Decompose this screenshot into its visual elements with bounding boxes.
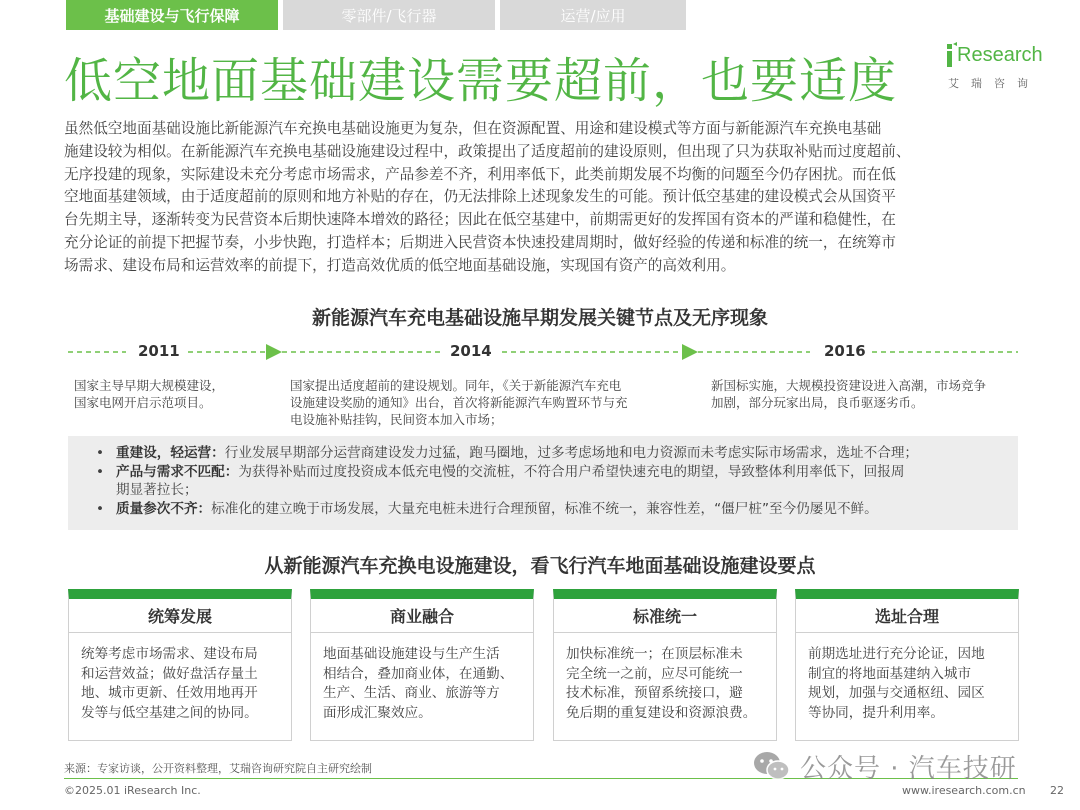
intro-line: 场需求、建设布局和运营效率的前提下，打造高效优质的低空地面基础设施，实现国有资产的高效利用。 — [64, 256, 736, 274]
timeline-desc-2011 — [74, 377, 224, 411]
card-line: 加快标准统一；在顶层标准未 — [566, 646, 743, 662]
watermark-text: 公众号 · 汽车技研 — [800, 753, 1017, 784]
intro-line: 空地面基建领域，由于适度超前的原则和地方补贴的存在，仍无法排除上述现象发生的可能。预计低空基建的建设模式会从国资平 — [64, 188, 896, 206]
page-number: 22 — [1050, 784, 1064, 797]
card-line: 免后期的重复建设和资源浪费。 — [566, 704, 757, 721]
card-title: 标准统一 — [554, 599, 776, 633]
desc-line: 设施建设奖励的通知》出台，首次将新能源汽车购置环节与充 — [290, 395, 628, 410]
card-line: 统筹考虑市场需求、建设布局 — [81, 646, 258, 662]
desc-line: 加剧，部分玩家出局，良币驱逐劣币。 — [711, 395, 924, 410]
card-line: 面形成汇聚效应。 — [323, 704, 432, 721]
issue-text: 期显著拉长； — [116, 482, 198, 499]
wechat-icon — [752, 750, 792, 782]
issue-text: 行业发展早期部分运营商建设发力过猛，跑马圈地，过多考虑场地和电力资源而未考虑实际市场需求，选址不合理； — [224, 445, 919, 461]
copyright: ©2025.01 iResearch Inc. — [64, 784, 201, 797]
desc-line: 新国标实施，大规模投资建设进入高潮，市场竞争 — [711, 378, 987, 393]
source-note: 来源：专家访谈，公开资料整理，艾瑞咨询研究院自主研究绘制 — [64, 762, 372, 775]
card-line: 完全统一之前，应尽可能统一 — [566, 665, 743, 682]
card-line: 发等与低空基建之间的协同。 — [81, 704, 258, 721]
card-commercial-integration — [310, 589, 534, 741]
timeline-desc-2014 — [290, 377, 628, 428]
timeline-heading: 新能源汽车充电基础设施早期发展关键节点及无序现象 — [311, 307, 768, 329]
tab-infrastructure[interactable]: 基础建设与飞行保障 — [66, 0, 278, 30]
card-line: 制宜的将地面基建纳入城市 — [808, 665, 972, 682]
intro-line: 无序投建的现象，实际建设未充分考虑市场需求，产品参差不齐，利用率低下，此类前期发展不均衡的问题至今仍存困扰。而在低 — [64, 165, 896, 183]
card-body — [554, 633, 776, 723]
intro-paragraph — [64, 118, 1014, 278]
arrow-right-icon — [682, 344, 698, 360]
card-line: 地面基础设施建设与生产生活 — [323, 646, 500, 662]
timeline — [68, 340, 1018, 364]
card-line: 相结合，叠加商业体，在通勤、 — [323, 665, 514, 682]
card-line: 技术标准，预留系统接口，避 — [566, 685, 743, 701]
issue-item — [92, 463, 1000, 500]
intro-line: 虽然低空地面基础设施比新能源汽车充换电基础设施更为复杂，但在资源配置、用途和建设模式等方面与新能源汽车充换电基础 — [64, 120, 882, 137]
card-title: 选址合理 — [796, 599, 1018, 633]
issue-term: 产品与需求不匹配： — [116, 463, 239, 480]
issue-text: 为获得补贴而过度投资成本低充电慢的交流桩，不符合用户希望快速充电的期望，导致整体利用率低下，回报周 — [238, 463, 905, 480]
intro-line: 施建设较为相似。在新能源汽车充换电基础设施建设过程中，政策提出了适度超前的建设原则，但出现了只为获取补贴而过度超前、 — [64, 142, 911, 160]
tab-operations[interactable]: 运营/应用 — [500, 0, 686, 30]
card-line: 等协同，提升利用率。 — [808, 704, 944, 721]
page-title: 低空地面基础建设需要超前，也要适度 — [64, 53, 898, 109]
card-line: 地、城市更新、任效用地再开 — [81, 685, 258, 701]
bullet-icon: • — [96, 463, 105, 480]
website-link[interactable]: www.iresearch.com.cn — [902, 784, 1026, 797]
desc-line: 国家提出适度超前的建设规划。同年，《关于新能源汽车充电 — [290, 378, 622, 393]
issue-text: 标准化的建立晚于市场发展，大量充电桩未进行合理预留，标准不统一，兼容性差，“僵尸桩”至今仍屡见不鲜。 — [211, 500, 878, 517]
card-site-selection — [795, 589, 1019, 741]
card-line: 生产、生活、商业、旅游等方 — [323, 685, 500, 701]
issue-item — [92, 444, 1000, 463]
intro-line: 充分论证的前提下把握节奏，小步快跑，打造样本；后期进入民营资本快速投建周期时，做好经验的传递和标准的统一，在统筹市 — [64, 233, 896, 251]
card-title: 统筹发展 — [69, 599, 291, 633]
points-heading: 从新能源汽车充换电设施建设，看飞行汽车地面基础设施建设要点 — [264, 555, 816, 577]
desc-line: 电设施补贴挂钩，民间资本加入市场； — [290, 412, 503, 427]
card-title: 商业融合 — [311, 599, 533, 633]
desc-line: 国家主导早期大规模建设， — [74, 378, 225, 393]
card-line: 前期选址进行充分论证，因地 — [808, 646, 985, 662]
card-line: 和运营效益；做好盘活存量土 — [81, 665, 258, 682]
wechat-watermark — [752, 748, 1017, 784]
card-line: 规划，加强与交通枢纽、园区 — [808, 685, 985, 701]
logo-subtitle: 艾瑞咨询 — [948, 77, 1040, 90]
bullet-icon: • — [96, 445, 105, 461]
card-body — [69, 633, 291, 723]
desc-line: 国家电网开启示范项目。 — [74, 395, 212, 410]
card-overall-planning — [68, 589, 292, 741]
issue-term: 质量参次不齐： — [116, 500, 212, 517]
logo-i-icon — [944, 42, 958, 68]
issue-item — [92, 500, 1000, 519]
timeline-axis — [68, 340, 1018, 364]
issue-term: 重建设，轻运营： — [116, 445, 225, 461]
issues-box — [68, 436, 1018, 530]
tab-components[interactable]: 零部件/飞行器 — [283, 0, 495, 30]
timeline-desc-2016 — [711, 377, 986, 411]
logo-brand-text: Research — [957, 44, 1043, 66]
bullet-icon: • — [96, 500, 105, 517]
intro-line: 台先期主导，逐渐转变为民营资本后期快速降本增效的路径；因此在低空基建中，前期需更好的发挥国有资本的严谨和稳健性，在 — [64, 211, 896, 229]
arrow-right-icon — [266, 344, 282, 360]
timeline-year: 2014 — [450, 342, 492, 360]
top-tabs — [66, 0, 686, 30]
card-standard-unification — [553, 589, 777, 741]
timeline-year: 2011 — [138, 342, 180, 360]
card-body — [311, 633, 533, 723]
card-body — [796, 633, 1018, 723]
iresearch-logo — [944, 42, 1054, 92]
timeline-year: 2016 — [824, 342, 866, 360]
